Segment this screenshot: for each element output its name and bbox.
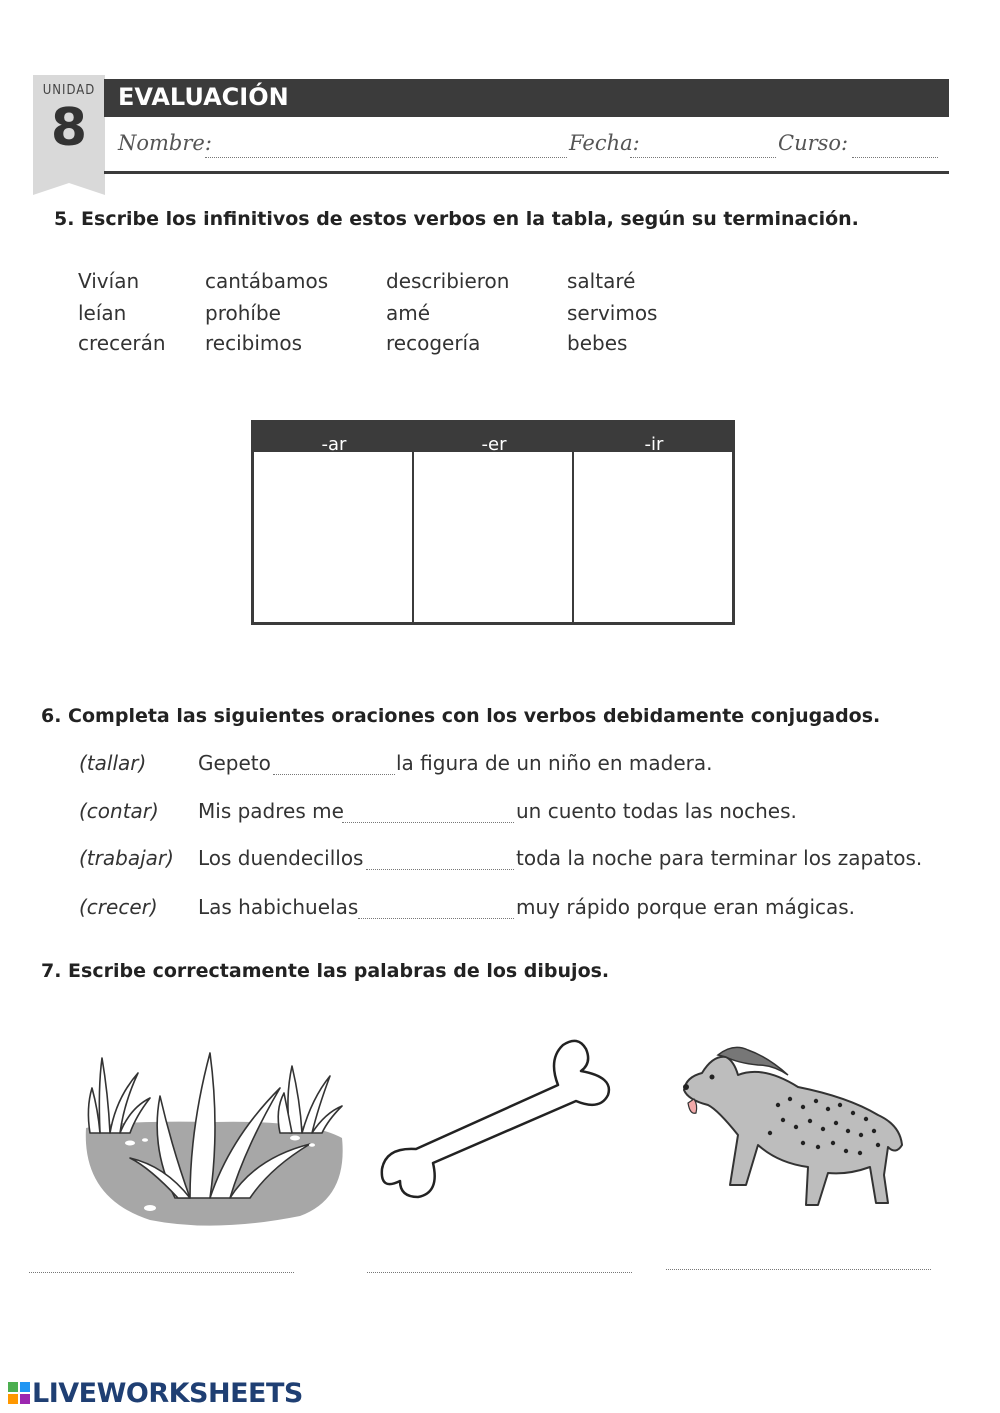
- word: saltaré: [567, 269, 636, 293]
- sentence-end: un cuento todas las noches.: [516, 799, 797, 823]
- q7-title: 7. Escribe correctamente las palabras de los dibujos.: [41, 960, 610, 982]
- unit-number: 8: [50, 98, 88, 158]
- date-label: Fecha:: [569, 131, 640, 155]
- course-label: Curso:: [778, 131, 849, 155]
- verb-hint: (tallar): [79, 751, 147, 775]
- word: leían: [78, 301, 127, 325]
- picture-answer-3[interactable]: [666, 1269, 931, 1270]
- sentence-end: muy rápido porque eran mágicas.: [516, 895, 856, 919]
- bone-illustration: [378, 1035, 618, 1205]
- grass-illustration: [80, 1048, 350, 1233]
- sentence-start: Gepeto: [198, 751, 271, 775]
- date-field[interactable]: [630, 157, 776, 158]
- header-ir: -ir: [644, 434, 664, 452]
- hyena-illustration: [678, 1035, 913, 1215]
- sentence-end: la figura de un niño en madera.: [396, 751, 713, 775]
- sentence-start: Mis padres me: [198, 799, 344, 823]
- answer-cell-ar[interactable]: [254, 452, 411, 622]
- logo-icon: [8, 1382, 30, 1404]
- picture-answer-1[interactable]: [29, 1272, 294, 1273]
- header-er: -er: [481, 434, 507, 452]
- logo-text: LIVEWORKSHEETS: [32, 1378, 303, 1409]
- answer-blank[interactable]: [358, 918, 514, 919]
- answer-blank[interactable]: [342, 822, 514, 823]
- sentence-start: Los duendecillos: [198, 846, 364, 870]
- word: recogería: [386, 331, 481, 355]
- table-header: [251, 420, 735, 452]
- name-label: Nombre:: [118, 131, 212, 155]
- word: Vivían: [78, 269, 140, 293]
- word: prohíbe: [205, 301, 281, 325]
- word: amé: [386, 301, 431, 325]
- liveworksheets-logo: [8, 1378, 303, 1409]
- word: bebes: [567, 331, 628, 355]
- answer-blank[interactable]: [273, 774, 395, 775]
- word: crecerán: [78, 331, 166, 355]
- badge-ribbon-notch: [33, 175, 105, 195]
- page-title: EVALUACIÓN: [118, 83, 289, 111]
- verb-hint: (contar): [79, 799, 159, 823]
- q5-title: 5. Escribe los infinitivos de estos verbos en la tabla, según su terminación.: [54, 208, 859, 230]
- word: cantábamos: [205, 269, 329, 293]
- word: servimos: [567, 301, 658, 325]
- course-field[interactable]: [852, 157, 938, 158]
- name-field[interactable]: [205, 157, 567, 158]
- sentence-end: toda la noche para terminar los zapatos.: [516, 846, 923, 870]
- sentence-start: Las habichuelas: [198, 895, 359, 919]
- header-rule: [104, 171, 949, 174]
- verb-hint: (trabajar): [79, 846, 174, 870]
- header-ar: -ar: [321, 434, 347, 452]
- q6-title: 6. Completa las siguientes oraciones con los verbos debidamente conjugados.: [41, 705, 881, 727]
- answer-cell-ir[interactable]: [574, 452, 732, 622]
- answer-cell-er[interactable]: [414, 452, 571, 622]
- answer-blank[interactable]: [366, 869, 514, 870]
- picture-answer-2[interactable]: [367, 1272, 632, 1273]
- word: describieron: [386, 269, 510, 293]
- word: recibimos: [205, 331, 303, 355]
- verb-hint: (crecer): [79, 895, 158, 919]
- unit-label: UNIDAD: [42, 83, 96, 98]
